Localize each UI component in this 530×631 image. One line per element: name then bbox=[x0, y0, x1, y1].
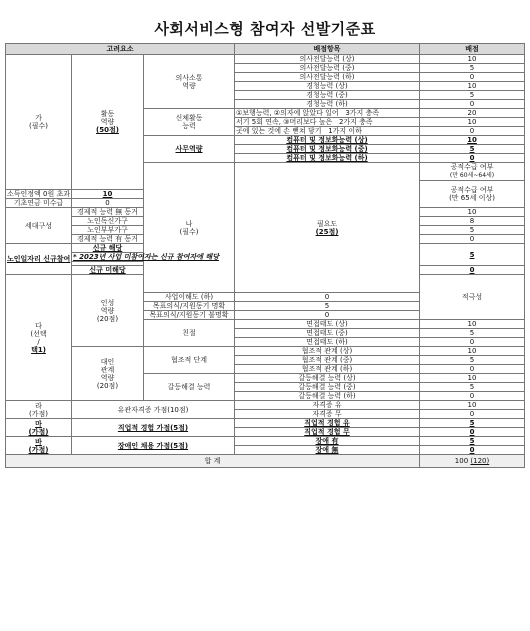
score-cell: 0 bbox=[420, 410, 525, 419]
item-cell: 협조적 관계 (중) bbox=[235, 356, 420, 365]
header-item: 배점항목 bbox=[235, 44, 420, 55]
sub-pension-under65: 공적수급 여부 (만 60세~64세) bbox=[420, 163, 525, 181]
score-cell: 5 bbox=[420, 145, 525, 154]
score-cell: 0 bbox=[420, 392, 525, 401]
score-cell: 5 bbox=[420, 64, 525, 73]
item-cell: 소득인정액 0원 초과 bbox=[7, 190, 70, 198]
item-cell: 기초연금 미수급 bbox=[6, 199, 72, 208]
score-cell: 0 bbox=[420, 100, 525, 109]
score-cell: 10 bbox=[420, 82, 525, 91]
sub-cooperation: 협조적 단계 bbox=[144, 347, 235, 374]
score-cell: 5 bbox=[420, 91, 525, 100]
item-cell: 직업적 경험 무 bbox=[235, 428, 420, 437]
domain-personality: 인성 역량 (20점) bbox=[72, 275, 144, 347]
item-cell: 면접태도 (하) bbox=[235, 338, 420, 347]
item-cell: 경청능력 (상) bbox=[235, 82, 420, 91]
header-factor: 고려요소 bbox=[6, 44, 235, 55]
item-cell: 서기 5회 연속, ③머리보다 높은 2가지 충족 bbox=[235, 118, 420, 127]
score-cell: 10 bbox=[420, 118, 525, 127]
table-row bbox=[6, 437, 525, 446]
score-cell: 5 bbox=[420, 329, 525, 338]
group-da: 다 (선택 / 택1) bbox=[6, 275, 72, 401]
item-cell: 자격증 유 bbox=[235, 401, 420, 410]
total-label: 합 계 bbox=[6, 455, 420, 468]
table-row bbox=[6, 347, 525, 356]
score-cell: 0 bbox=[420, 446, 525, 455]
sub-new-participation: 노인일자리 신규참여 bbox=[6, 244, 72, 275]
domain-need: 필요도 (25점) bbox=[235, 163, 420, 293]
item-cell: 노인독신가구 bbox=[72, 217, 144, 226]
total-score: 100 (120) bbox=[420, 455, 525, 468]
item-cell: 의사전달능력 (하) bbox=[235, 73, 420, 82]
header-score: 배점 bbox=[420, 44, 525, 55]
ba-desc: 장애인 채용 가점(5점) bbox=[72, 437, 235, 455]
table-row bbox=[6, 55, 525, 64]
score-cell: 0 bbox=[420, 266, 525, 275]
note-cell: * 2023년 사업 미참여자는 신규 참여자에 해당 bbox=[73, 253, 219, 261]
score-cell: 10 bbox=[420, 347, 525, 356]
sub-office: 사무역량 bbox=[144, 136, 235, 163]
group-na: 나 (필수) bbox=[144, 163, 235, 293]
item-cell: 컴퓨터 및 정보화능력 (상) bbox=[235, 136, 420, 145]
item-cell: 갈등해결 능력 (상) bbox=[235, 374, 420, 383]
sub-aptitude: 적극성 bbox=[420, 275, 525, 320]
item-cell: 컴퓨터 및 정보화능력 (하) bbox=[235, 154, 420, 163]
item-cell: 목표의식/지원동기 명확 bbox=[144, 302, 235, 311]
score-cell: 8 bbox=[420, 217, 525, 226]
score-cell: 10 bbox=[420, 55, 525, 64]
group-ga: 가 (필수) bbox=[6, 55, 72, 190]
item-cell: 갈등해결 능력 (하) bbox=[235, 392, 420, 401]
item-cell: 노인부부가구 bbox=[72, 226, 144, 235]
item-cell: 신규 해당 bbox=[72, 244, 144, 253]
item-cell: 협조적 관계 (상) bbox=[235, 347, 420, 356]
score-cell: 5 bbox=[420, 244, 525, 266]
domain-relations: 대인 관계 역량 (20점) bbox=[72, 347, 144, 401]
table-row bbox=[6, 401, 525, 410]
table-row bbox=[6, 419, 525, 428]
page-title: 사회서비스형 참여자 선발기준표 bbox=[154, 20, 376, 38]
score-cell: 5 bbox=[420, 419, 525, 428]
score-cell: 0 bbox=[420, 365, 525, 374]
ra-desc: 유관자격증 가점(10점) bbox=[72, 401, 235, 419]
item-cell: 경제적 능력 有 동거 bbox=[72, 235, 144, 244]
score-cell: 10 bbox=[420, 208, 525, 217]
score-cell: 20 bbox=[420, 109, 525, 118]
score-cell: 0 bbox=[420, 338, 525, 347]
score-cell: 10 bbox=[420, 320, 525, 329]
item-cell: 장애 無 bbox=[235, 446, 420, 455]
item-cell: 면접태도 (중) bbox=[235, 329, 420, 338]
group-ma: 마 (가점) bbox=[6, 419, 72, 437]
ma-desc: 직업적 경험 가점(5점) bbox=[72, 419, 235, 437]
sub-communication: 의사소통 역량 bbox=[144, 55, 235, 109]
score-cell: 0 bbox=[420, 154, 525, 163]
item-cell: 곳에 있는 것에 손 뻗쳐 닿기 1가지 이하 bbox=[235, 127, 420, 136]
item-cell: 의사전달능력 (상) bbox=[235, 55, 420, 64]
item-cell: 신규 미해당 bbox=[72, 266, 144, 275]
item-cell: 협조적 관계 (하) bbox=[235, 365, 420, 374]
score-cell: 5 bbox=[420, 383, 525, 392]
item-cell: ①보행능력, ②의자에 앉았다 일어 3가지 충족 bbox=[235, 109, 420, 118]
score-cell: 10 bbox=[420, 136, 525, 145]
domain-activity: 활동 역량 (50점) bbox=[72, 55, 144, 190]
item-cell: 경청능력 (중) bbox=[235, 91, 420, 100]
total-row bbox=[6, 455, 525, 468]
score-cell: 10 bbox=[420, 374, 525, 383]
item-cell: 갈등해결 능력 (중) bbox=[235, 383, 420, 392]
score-cell: 0 bbox=[420, 235, 525, 244]
sub-household: 세대구성 bbox=[6, 208, 72, 244]
sub-pension-over65: 공적수급 여부 (만 65세 이상) bbox=[420, 181, 525, 208]
score-cell: 5 bbox=[420, 437, 525, 446]
score-cell: 0 bbox=[420, 428, 525, 437]
item-cell: 의사전달능력 (중) bbox=[235, 64, 420, 73]
score-cell: 0 bbox=[420, 73, 525, 82]
score-cell: 0 bbox=[235, 311, 420, 320]
sub-conflict: 갈등해결 능력 bbox=[144, 374, 235, 401]
selection-criteria-table bbox=[5, 43, 525, 468]
score-cell: 5 bbox=[235, 302, 420, 311]
item-cell: 사업이해도 (하) bbox=[144, 293, 235, 302]
score-cell: 0 bbox=[420, 127, 525, 136]
group-ra: 라 (가점) bbox=[6, 401, 72, 419]
score-cell: 0 bbox=[235, 293, 420, 302]
score-cell: 0 bbox=[72, 199, 144, 208]
header-row bbox=[6, 44, 525, 55]
sub-physical: 신체활동 능력 bbox=[144, 109, 235, 136]
item-cell: 면접태도 (상) bbox=[235, 320, 420, 329]
item-cell: 목표의식/지원동기 불명확 bbox=[144, 311, 235, 320]
item-cell: 경제적 능력 無 동거 bbox=[72, 208, 144, 217]
score-cell: 10 bbox=[72, 190, 144, 199]
score-cell: 5 bbox=[420, 226, 525, 235]
item-cell: 장애 有 bbox=[235, 437, 420, 446]
sub-kindness: 친절 bbox=[144, 320, 235, 347]
score-cell: 5 bbox=[420, 356, 525, 365]
item-cell: 자격증 무 bbox=[235, 410, 420, 419]
group-ba: 바 (가점) bbox=[6, 437, 72, 455]
item-cell: 직업적 경험 유 bbox=[235, 419, 420, 428]
score-cell: 10 bbox=[420, 401, 525, 410]
item-cell: 컴퓨터 및 정보화능력 (중) bbox=[235, 145, 420, 154]
item-cell: 경청능력 (하) bbox=[235, 100, 420, 109]
